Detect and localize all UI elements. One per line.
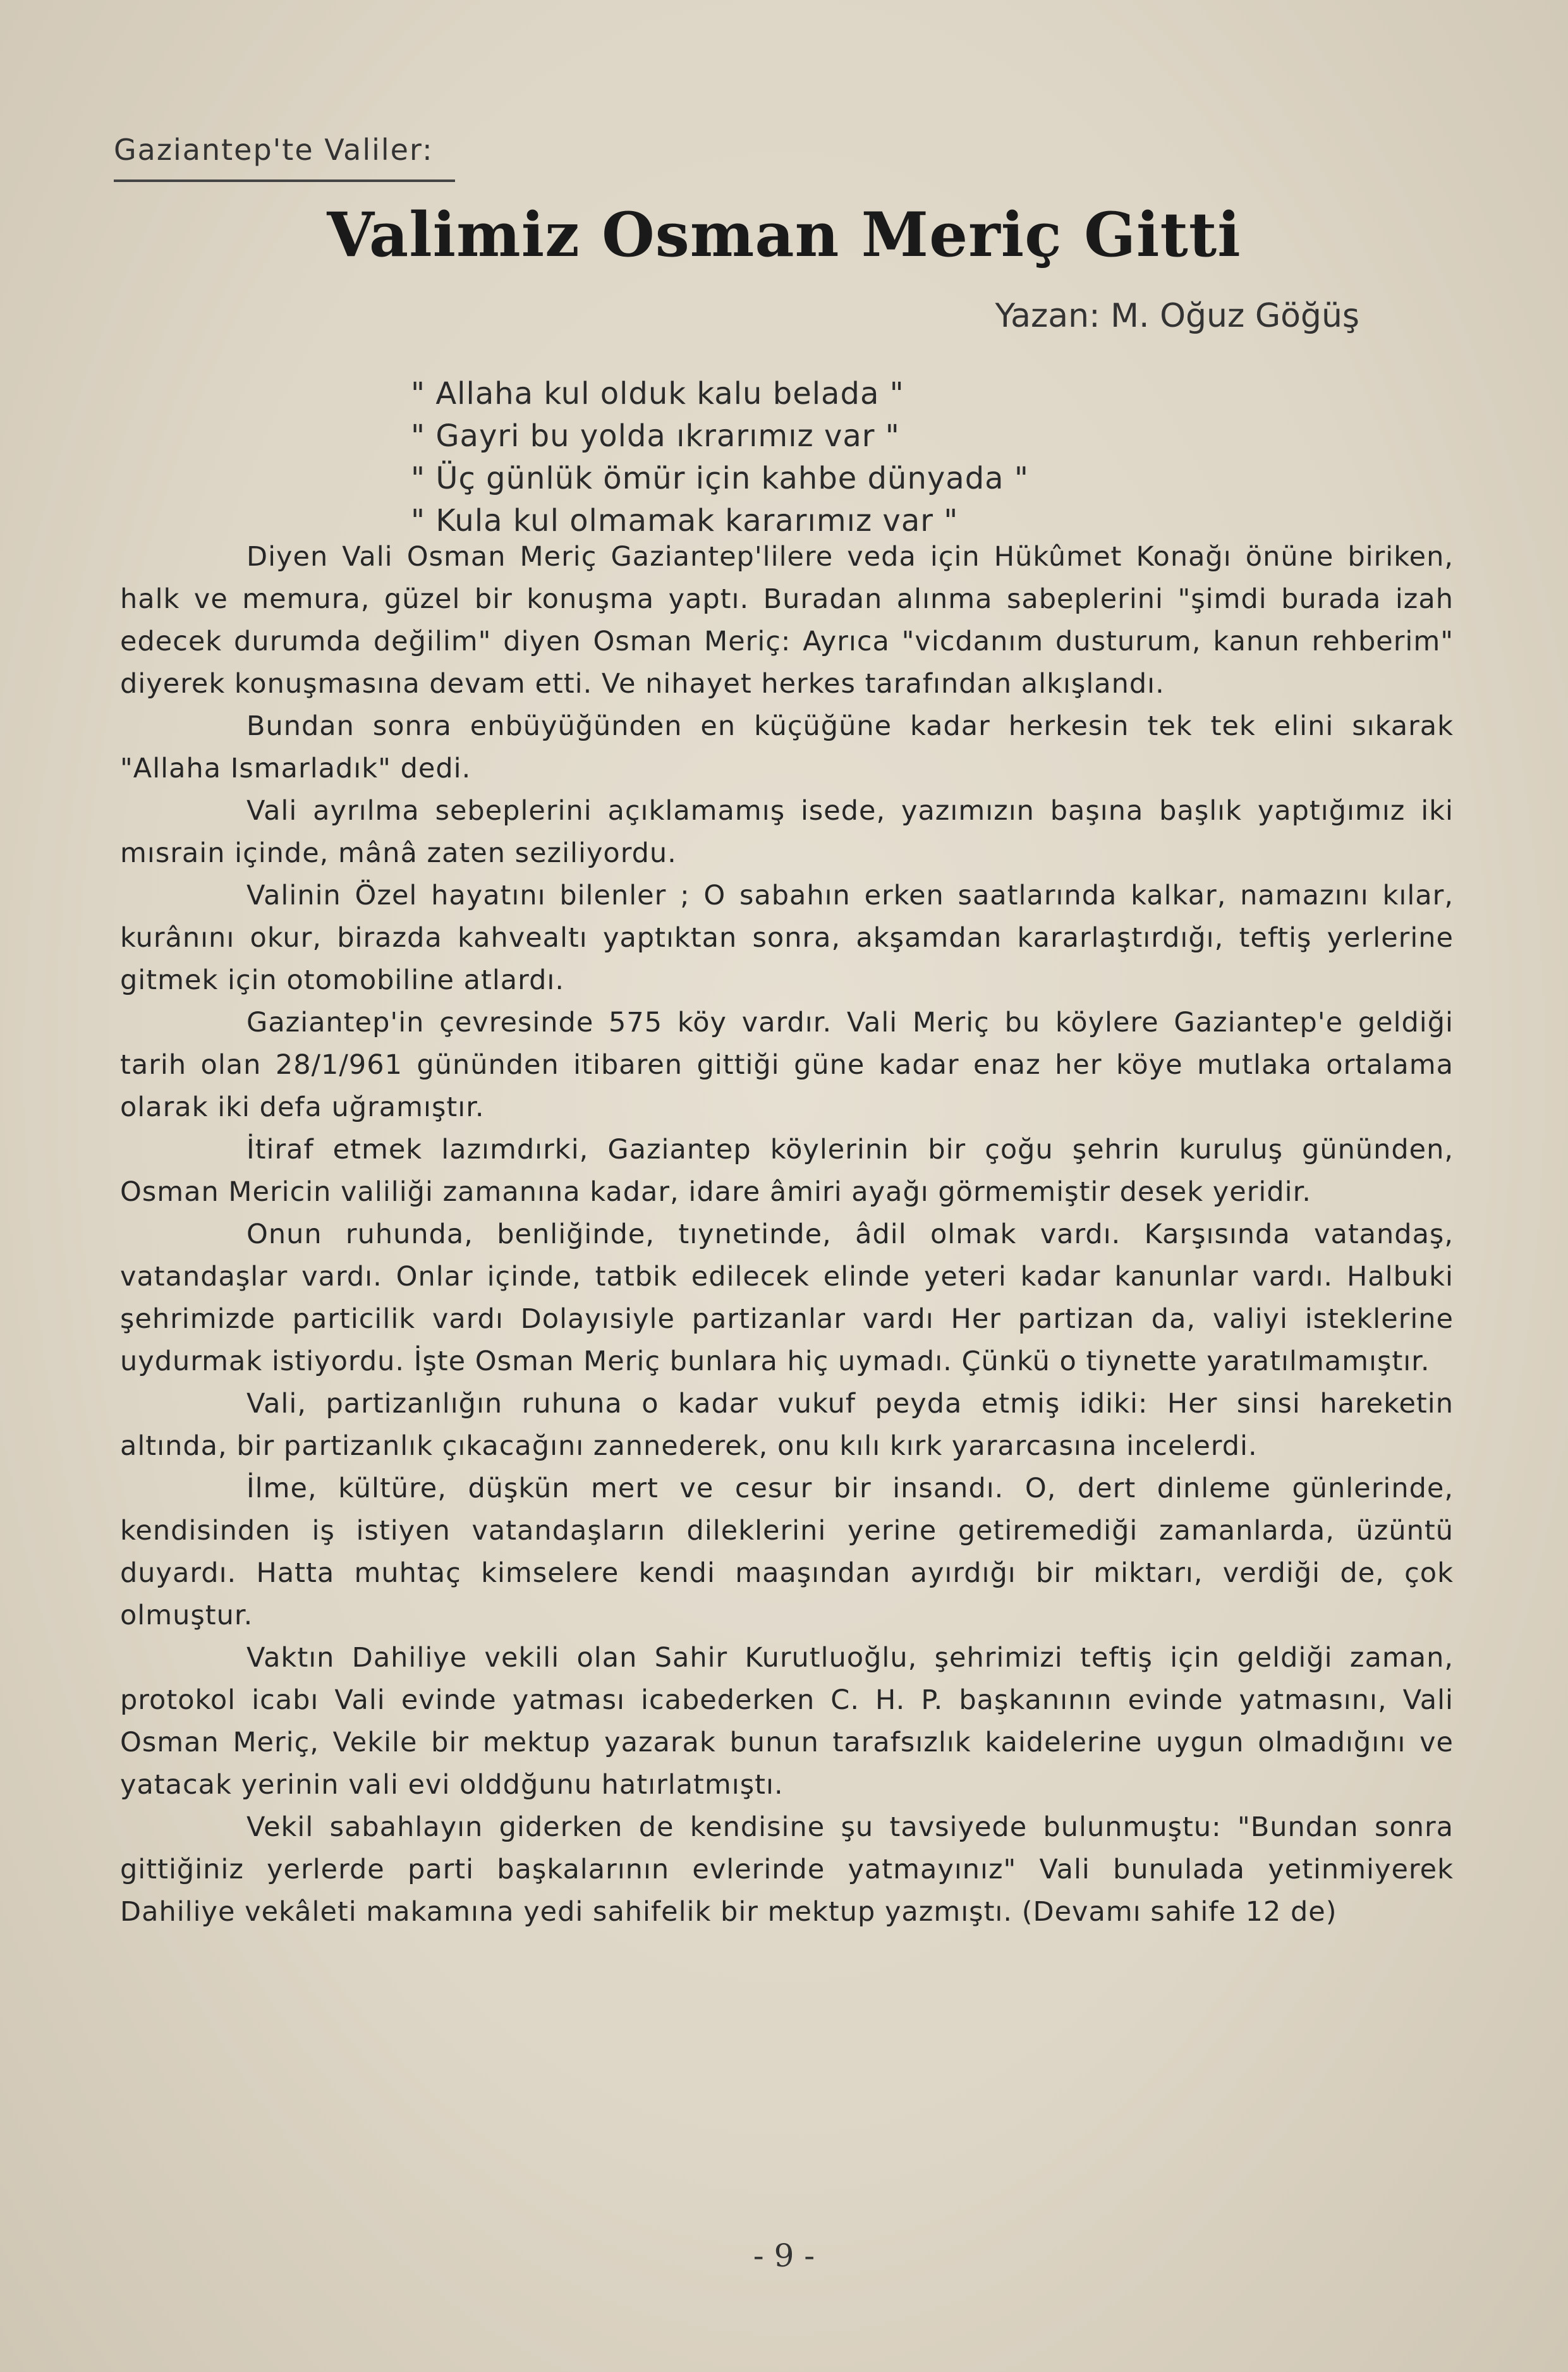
article-title: Valimiz Osman Meriç Gitti [327,199,1241,271]
paragraph: Vekil sabahlayın giderken de kendisine şu tavsiyede bulunmuştu: "Bundan sonra gittiğiniz yerlerde parti başkalarının evlerinde yatmayınız" Vali bunulada yetinmiyerek Dahiliye vekâleti makamına yedi sahifelik bir mektup yazmıştı. (Devamı sahife 12 de) [120,1811,1454,1928]
paragraph: Vali, partizanlığın ruhuna o kadar vukuf peyda etmiş idiki: Her sinsi hareketin altında, bir partizanlık çıkacağını zannederek, onu kılı kırk yararcasına incelerdi. [120,1388,1454,1462]
article-byline: Yazan: M. Oğuz Göğüş [995,297,1359,335]
page-number: - 9 - [753,2237,815,2274]
paragraph: İlme, kültüre, düşkün mert ve cesur bir insandı. O, dert dinleme günlerinde, kendisinden iş istiyen vatandaşların dileklerini yerine getiremediği zamanlarda, üzüntü duyardı. Hatta muhtaç kimselere kendi maaşından ayırdığı bir miktarı, verdiği de, çok olmuştur. [120,1473,1454,1631]
section-underline [114,179,455,182]
paragraph: İtiraf etmek lazımdırki, Gaziantep köylerinin bir çoğu şehrin kuruluş gününden, Osman Mericin valiliği zamanına kadar, idare âmiri ayağı görmemiştir desek yeridir. [120,1134,1454,1208]
opening-verse [411,373,1029,542]
paragraph: Bundan sonra enbüyüğünden en küçüğüne kadar herkesin tek tek elini sıkarak "Allaha Ismarladık" dedi. [120,710,1454,784]
paragraph: Valinin Özel hayatını bilenler ; O sabahın erken saatlarında kalkar, namazını kılar, kurânını okur, birazda kahvealtı yaptıktan sonra, akşamdan kararlaştırdığı, teftiş yerlerine gitmek için otomobiline atlardı. [120,880,1454,996]
verse-line: " Kula kul olmamak kararımız var " [411,503,959,538]
paragraph: Vaktın Dahiliye vekili olan Sahir Kurutluoğlu, şehrimizi teftiş için geldiği zaman, protokol icabı Vali evinde yatması icabederken C. H. P. başkanının evinde yatmasını, Vali Osman Meriç, Vekile bir mektup yazarak bunun tarafsızlık kaidelerine uygun olmadığını ve yatacak yerinin vali evi olddğunu hatırlatmıştı. [120,1642,1454,1801]
verse-line: " Gayri bu yolda ıkrarımız var " [411,418,900,454]
verse-line: " Üç günlük ömür için kahbe dünyada " [411,461,1029,496]
paragraph: Vali ayrılma sebeplerini açıklamamış isede, yazımızın başına başlık yaptığımız iki mısrain içinde, mânâ zaten seziliyordu. [120,795,1454,869]
paragraph: Diyen Vali Osman Meriç Gaziantep'lilere veda için Hükûmet Konağı önüne biriken, halk ve memura, güzel bir konuşma yaptı. Buradan alınma sabeplerini "şimdi burada izah edecek durumda değilim" diyen Osman Meriç: Ayrıca "vicdanım dusturum, kanun rehberim" diyerek konuşmasına devam etti. Ve nihayet herkes tarafından alkışlandı. [120,541,1454,700]
article-body [120,536,1454,1933]
paragraph: Gaziantep'in çevresinde 575 köy vardır. Vali Meriç bu köylere Gaziantep'e geldiği tarih olan 28/1/961 gününden itibaren gittiği güne kadar enaz her köye mutlaka ortalama olarak iki defa uğramıştır. [120,1007,1454,1123]
section-label: Gaziantep'te Valiler: [114,133,434,167]
verse-line: " Allaha kul olduk kalu belada " [411,376,904,411]
paragraph: Onun ruhunda, benliğinde, tıynetinde, âdil olmak vardı. Karşısında vatandaş, vatandaşlar vardı. Onlar içinde, tatbik edilecek elinde yeteri kadar kanunlar vardı. Halbuki şehrimizde particilik vardı Dolayısiyle partizanlar vardı Her partizan da, valiyi isteklerine uydurmak istiyordu. İşte Osman Meriç bunlara hiç uymadı. Çünkü o tiynette yaratılmamıştır. [120,1219,1454,1377]
